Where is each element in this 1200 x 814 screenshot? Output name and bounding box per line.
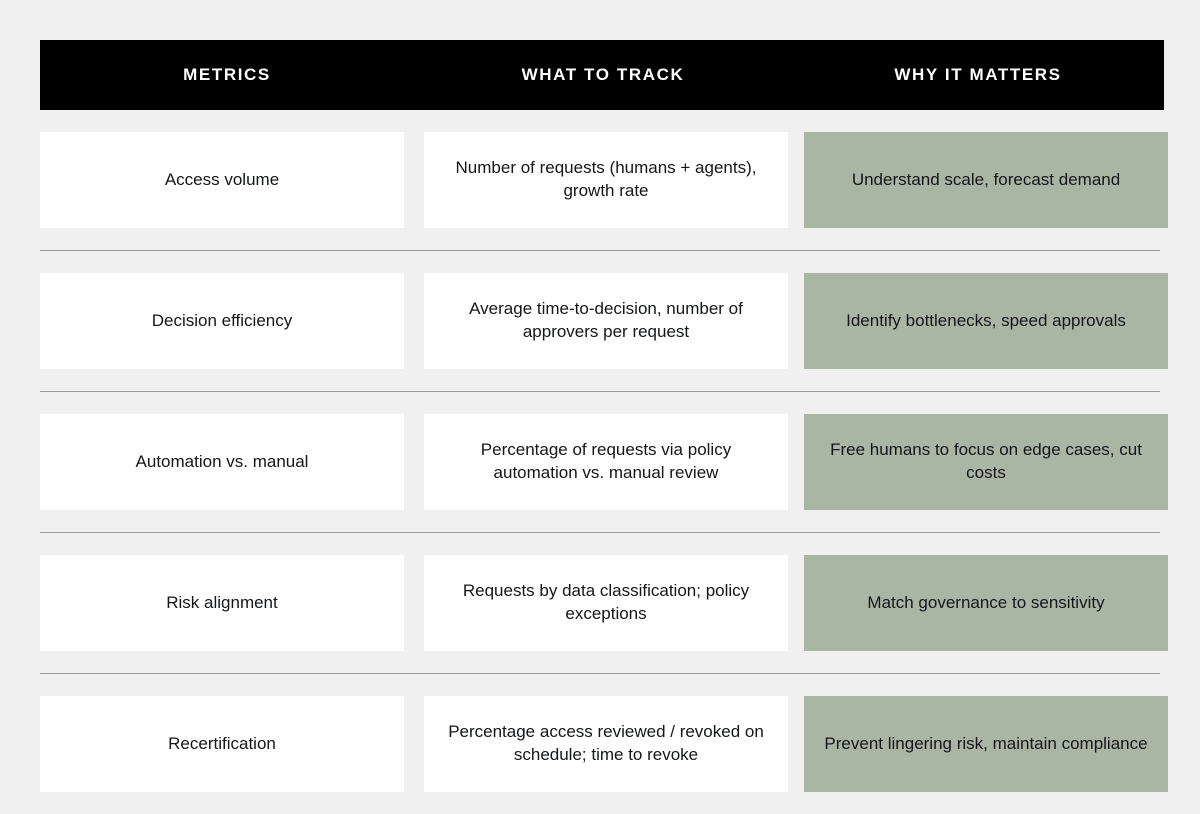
cell-what-to-track: Number of requests (humans + agents), growth rate xyxy=(424,132,788,228)
row-divider xyxy=(40,391,1160,392)
cell-metric: Automation vs. manual xyxy=(40,414,404,510)
cell-metric: Access volume xyxy=(40,132,404,228)
table-row xyxy=(40,696,1160,792)
table-header-row xyxy=(40,40,1160,110)
cell-metric: Recertification xyxy=(40,696,404,792)
row-divider xyxy=(40,250,1160,251)
cell-why-it-matters: Identify bottlenecks, speed approvals xyxy=(804,273,1168,369)
row-divider xyxy=(40,532,1160,533)
table-row xyxy=(40,273,1160,369)
cell-why-it-matters: Match governance to sensitivity xyxy=(804,555,1168,651)
column-header-what-to-track: WHAT TO TRACK xyxy=(416,40,790,110)
cell-what-to-track: Average time-to-decision, number of approvers per request xyxy=(424,273,788,369)
row-divider xyxy=(40,673,1160,674)
cell-what-to-track: Requests by data classification; policy exceptions xyxy=(424,555,788,651)
cell-metric: Decision efficiency xyxy=(40,273,404,369)
table-row xyxy=(40,414,1160,510)
cell-metric: Risk alignment xyxy=(40,555,404,651)
table-row xyxy=(40,132,1160,228)
cell-why-it-matters: Understand scale, forecast demand xyxy=(804,132,1168,228)
cell-why-it-matters: Prevent lingering risk, maintain compliance xyxy=(804,696,1168,792)
cell-what-to-track: Percentage access reviewed / revoked on schedule; time to revoke xyxy=(424,696,788,792)
table-body xyxy=(40,110,1160,814)
column-header-metrics: METRICS xyxy=(40,40,414,110)
table-row xyxy=(40,555,1160,651)
column-header-why-it-matters: WHY IT MATTERS xyxy=(792,40,1164,110)
cell-why-it-matters: Free humans to focus on edge cases, cut costs xyxy=(804,414,1168,510)
cell-what-to-track: Percentage of requests via policy automation vs. manual review xyxy=(424,414,788,510)
metrics-table xyxy=(40,40,1160,814)
